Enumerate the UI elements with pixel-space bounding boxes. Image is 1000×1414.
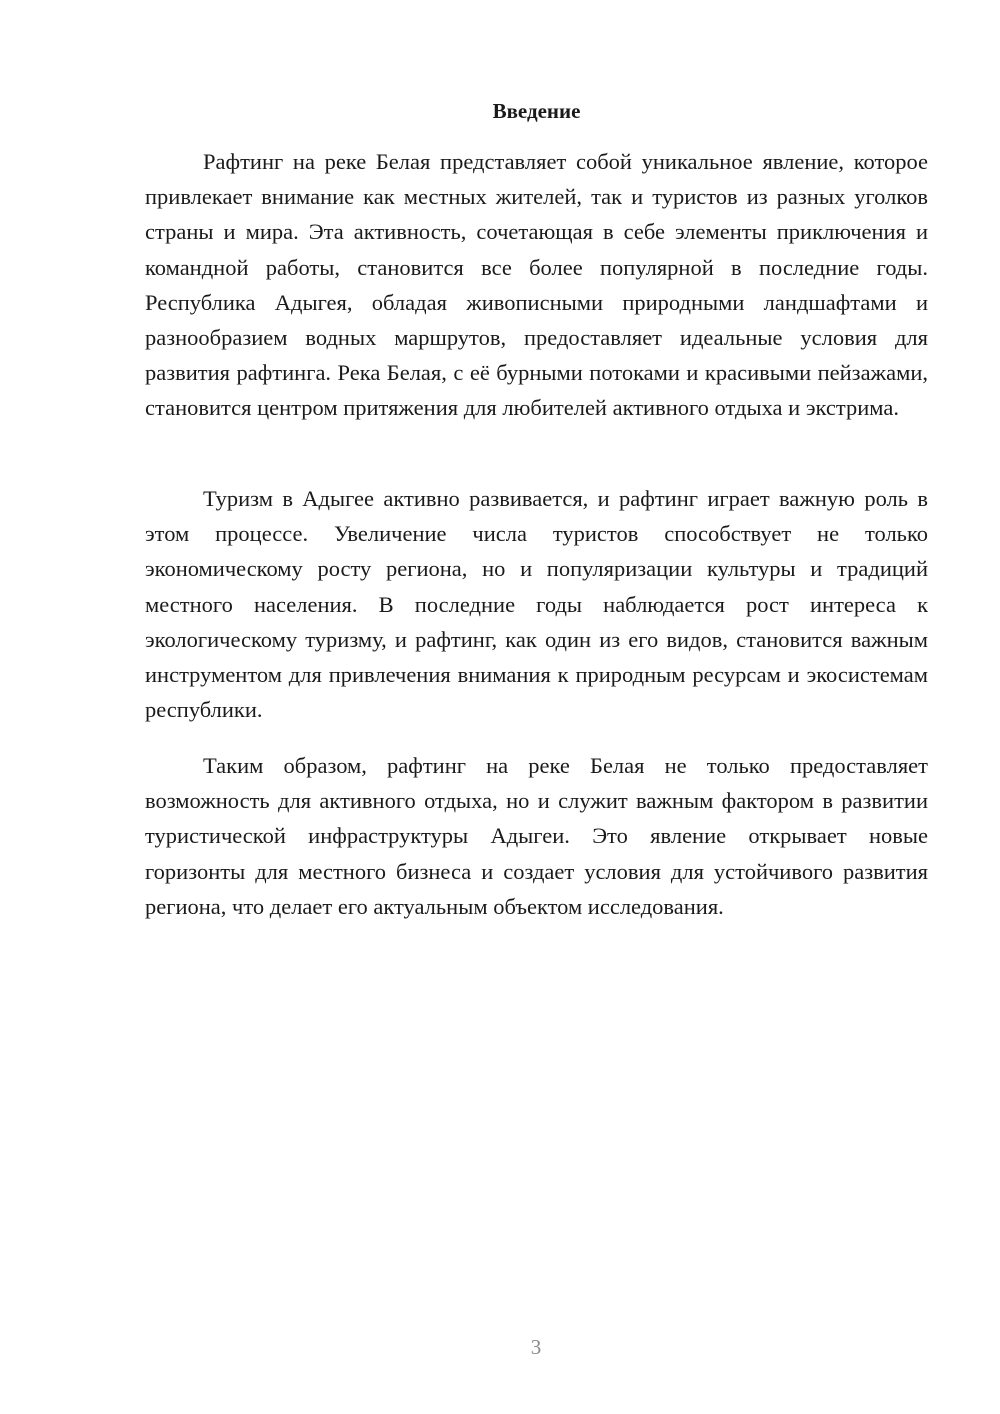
section-heading: Введение — [492, 99, 581, 123]
paragraph-1: Рафтинг на реке Белая представляет собой уникальное явление, которое привлекает внимание как местных жителей, так и туристов из разных уголков страны и мира. Эта активность, сочетающая в себе элементы приключения и командной работы, становится все более популярной в последние годы. Республика Адыгея, обладая живописными природными ландшафтами и разнообразием водных маршрутов, предоставляет идеальные условия для развития рафтинга. Река Белая, с её бурными потоками и красивыми пейзажами, становится центром притяжения для любителей активного отдыха и экстрима. — [145, 149, 928, 421]
paragraph-2: Туризм в Адыгее активно развивается, и рафтинг играет важную роль в этом процессе. Увеличение числа туристов способствует не только экономическому росту региона, но и популяризации культуры и традиций местного населения. В последние годы наблюдается рост интереса к экологическому туризму, и рафтинг, как один из его видов, становится важным инструментом для привлечения внимания к природным ресурсам и экосистемам республики. — [145, 486, 928, 723]
paragraph-3: Таким образом, рафтинг на реке Белая не только предоставляет возможность для активного отдыха, но и служит важным фактором в развитии туристической инфраструктуры Адыгеи. Это явление открывает новые горизонты для местного бизнеса и создает условия для устойчивого развития региона, что делает его актуальным объектом исследования. — [145, 753, 928, 919]
page-number: 3 — [530, 1335, 542, 1359]
